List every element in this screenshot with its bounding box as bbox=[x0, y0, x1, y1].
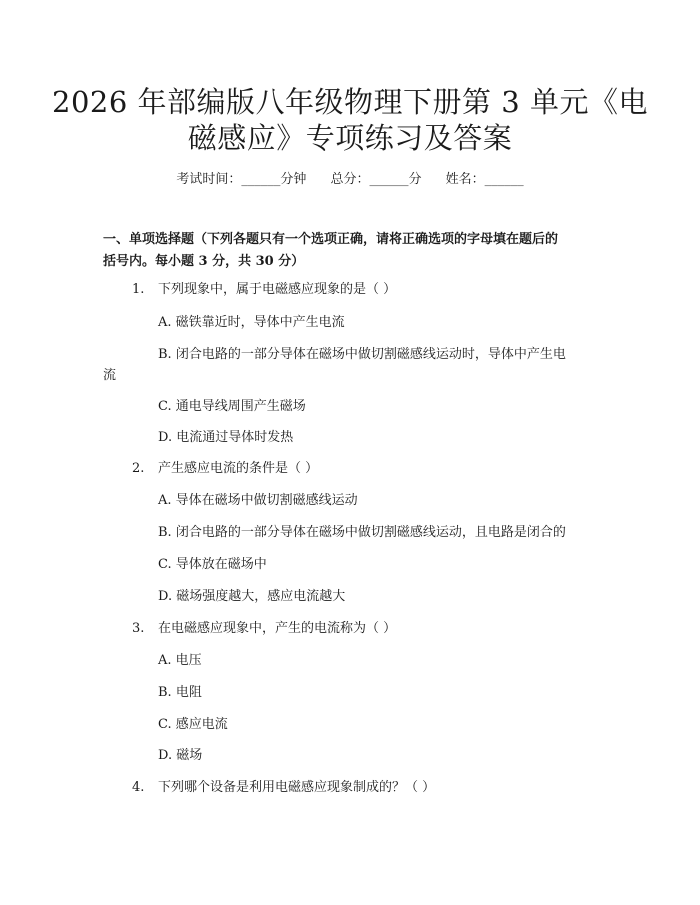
section-heading bbox=[103, 229, 608, 273]
option-c: C. 导体放在磁场中 bbox=[158, 557, 267, 572]
question-number: 3. bbox=[132, 621, 145, 636]
option-d: D. 电流通过导体时发热 bbox=[158, 430, 294, 445]
option-b: B. 闭合电路的一部分导体在磁场中做切割磁感线运动，且电路是闭合的 bbox=[158, 525, 566, 540]
exam-time-field: 考试时间：______分钟 bbox=[176, 172, 307, 187]
document-title-line1: 2026 年部编版八年级物理下册第 3 单元《电 bbox=[52, 85, 648, 119]
question-text: 产生感应电流的条件是（ ） bbox=[158, 461, 319, 476]
question-text: 在电磁感应现象中，产生的电流称为（ ） bbox=[158, 621, 397, 636]
option-b: B. 闭合电路的一部分导体在磁场中做切割磁感线运动时，导体中产生电 bbox=[158, 347, 566, 362]
option-d: D. 磁场 bbox=[158, 748, 203, 763]
option-d: D. 磁场强度越大，感应电流越大 bbox=[158, 589, 346, 604]
option-a: A. 导体在磁场中做切割磁感线运动 bbox=[158, 493, 358, 508]
question-number: 2. bbox=[132, 461, 145, 476]
document-title-line2: 磁感应》专项练习及答案 bbox=[187, 121, 513, 155]
total-score-field: 总分：______分 bbox=[330, 172, 422, 187]
student-name-field: 姓名：______ bbox=[445, 172, 524, 187]
question-text: 下列哪个设备是利用电磁感应现象制成的？（ ） bbox=[158, 780, 436, 795]
section-heading-line1: 一、单项选择题（下列各题只有一个选项正确，请将正确选项的字母填在题后的 bbox=[103, 232, 559, 247]
question-number: 1. bbox=[132, 282, 145, 297]
exam-meta bbox=[0, 168, 700, 187]
option-b-wrap: 流 bbox=[103, 368, 117, 383]
option-b: B. 电阻 bbox=[158, 685, 202, 700]
section-heading-line2: 括号内。每小题 3 分，共 30 分） bbox=[103, 254, 305, 269]
option-a: A. 磁铁靠近时，导体中产生电流 bbox=[158, 315, 345, 330]
question-number: 4. bbox=[132, 780, 145, 795]
option-a: A. 电压 bbox=[158, 653, 202, 668]
option-c: C. 通电导线周围产生磁场 bbox=[158, 399, 306, 414]
option-c: C. 感应电流 bbox=[158, 717, 228, 732]
question-text: 下列现象中，属于电磁感应现象的是（ ） bbox=[158, 282, 397, 297]
